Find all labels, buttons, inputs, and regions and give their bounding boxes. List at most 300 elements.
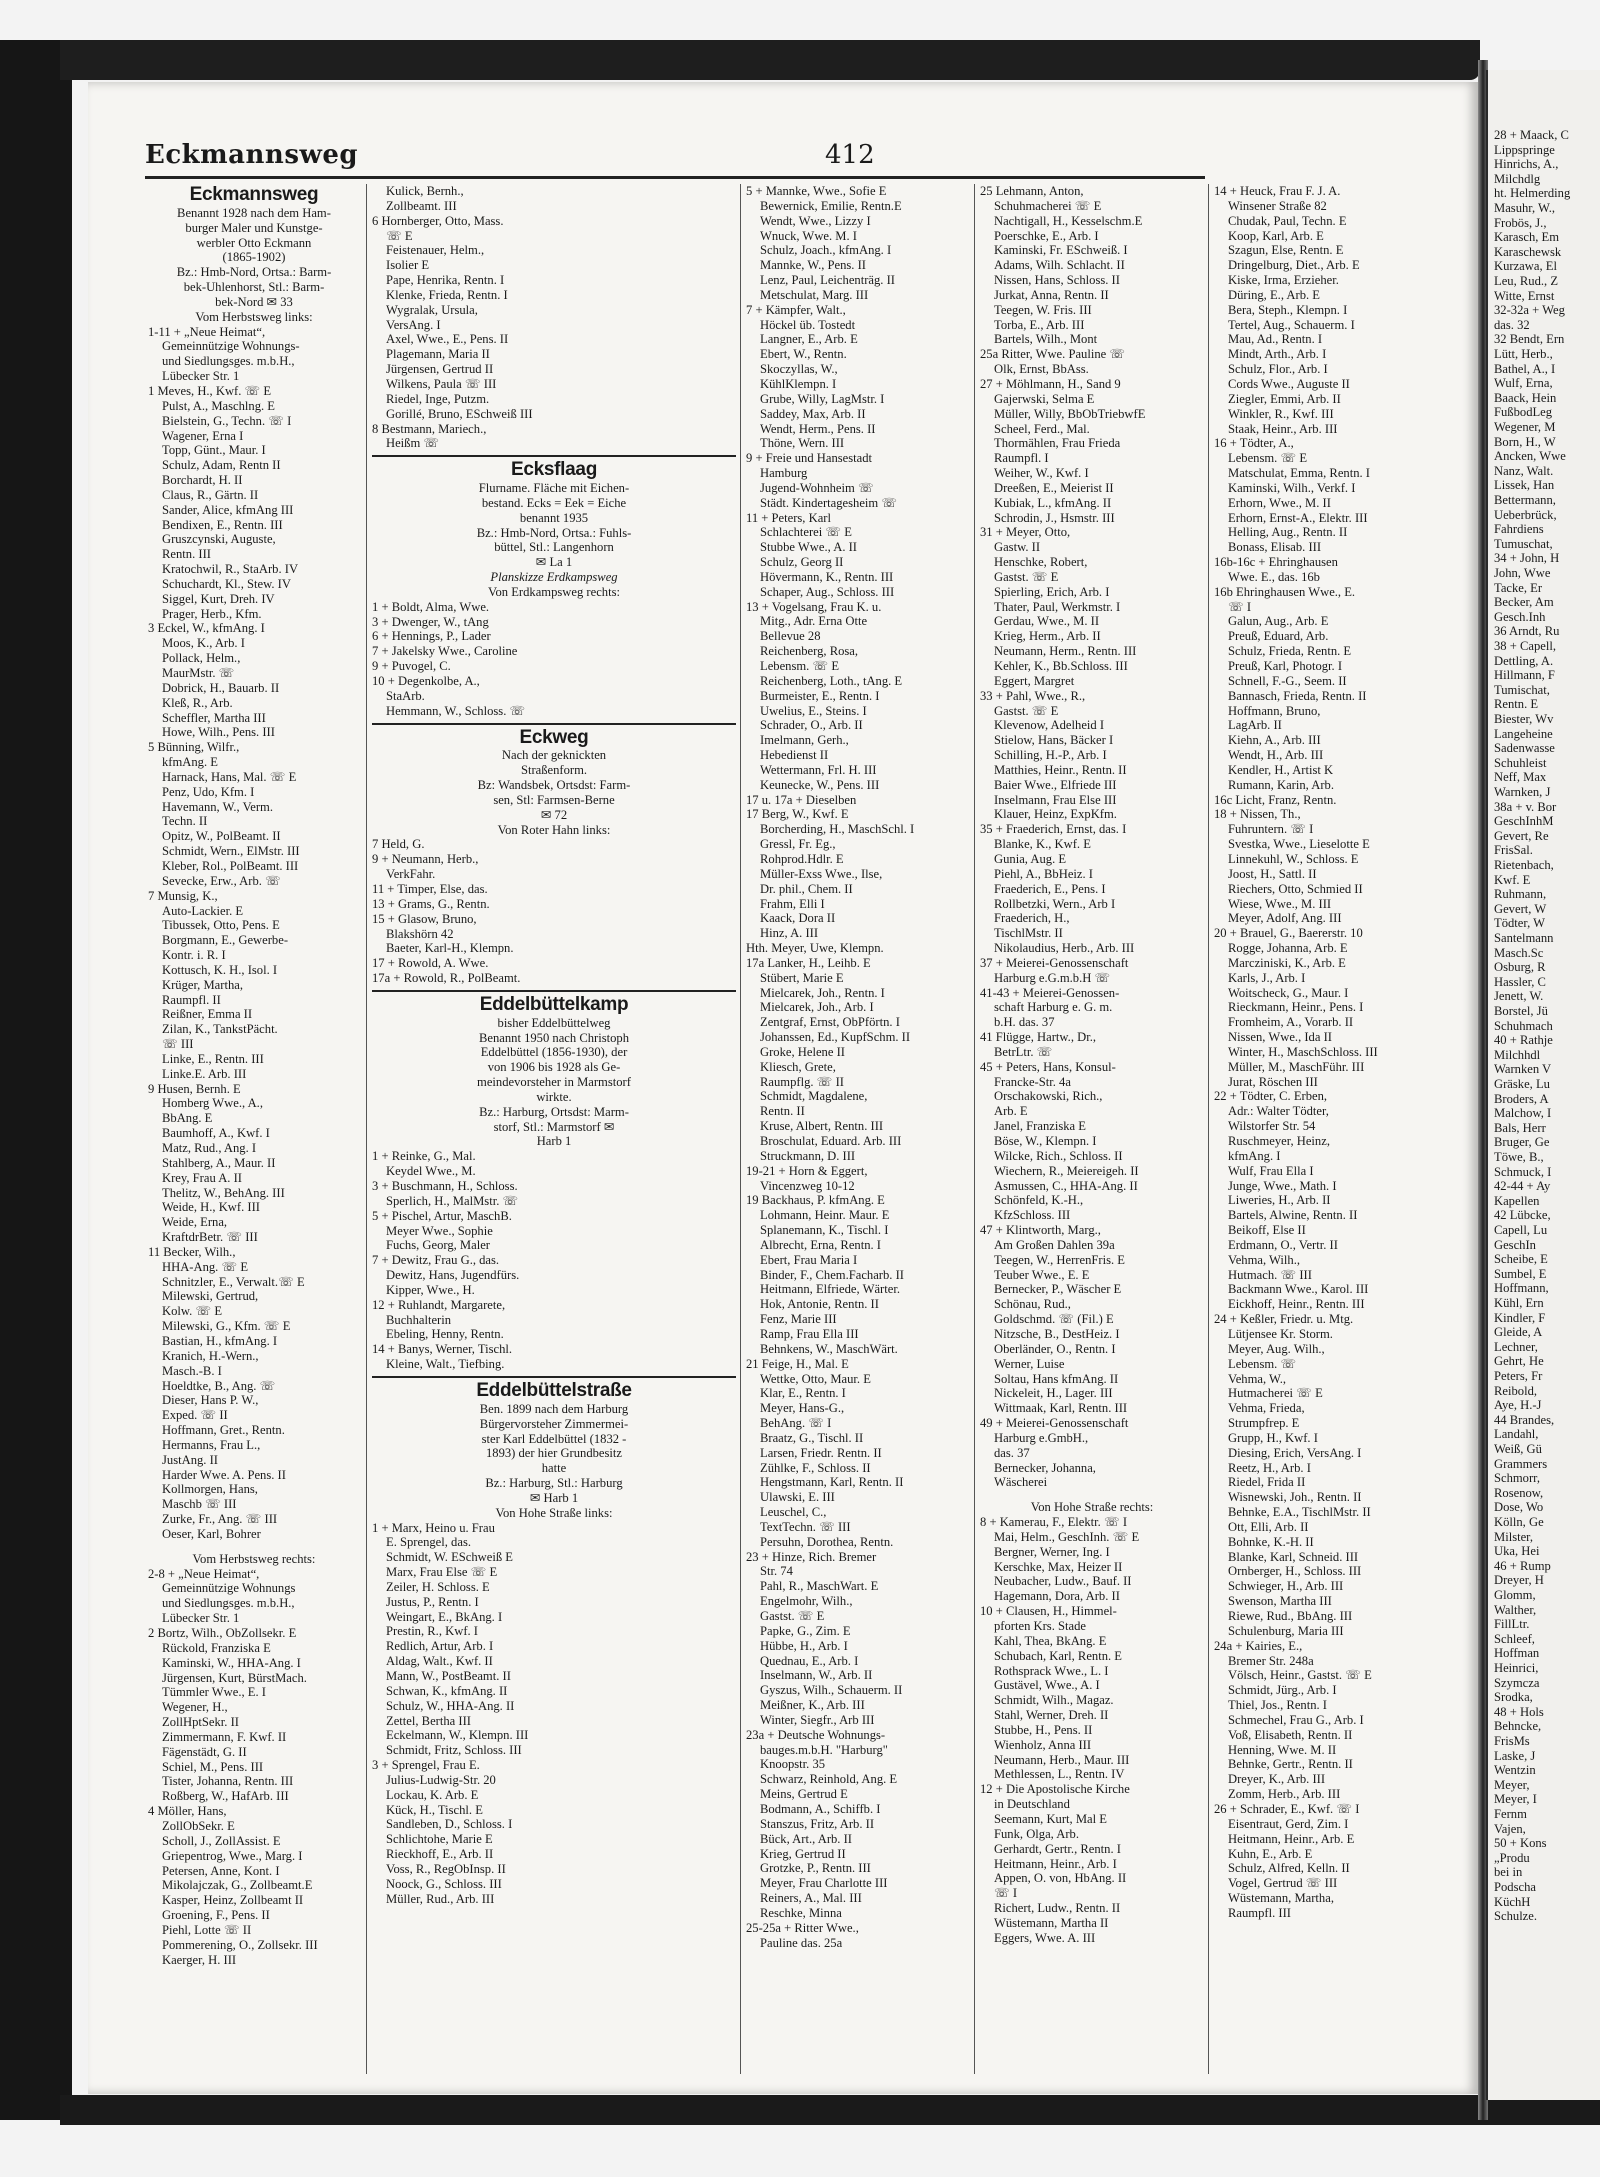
- resident-entry: Riewe, Rud., BbAng. III: [1228, 1609, 1353, 1623]
- resident-entry: Wygralak, Ursula,: [386, 302, 478, 317]
- street-note: ✉ Harb 1: [529, 1490, 579, 1505]
- resident-entry: Inselmann, W., Arb. II: [760, 1668, 873, 1683]
- resident-entry: Schrodin, J., Hsmstr. III: [994, 510, 1115, 525]
- street-note: ster Karl Eddelbüttel (1832 -: [481, 1431, 627, 1446]
- resident-entry: Kaerger, H. III: [162, 1952, 237, 1967]
- resident-entry: Sevecke, Erw., Arb. ☏: [162, 873, 281, 888]
- adjacent-page-line: Kapellen: [1494, 1193, 1540, 1208]
- resident-entry: Blanke, K., Kwf. E: [994, 837, 1091, 852]
- resident-entry: Stübert, Marie E: [760, 970, 844, 985]
- resident-entry: Frahm, Elli I: [760, 896, 825, 911]
- adjacent-page-line: Bals, Herr: [1494, 1120, 1546, 1135]
- house-entry: 25 Lehmann, Anton,: [980, 184, 1084, 198]
- resident-entry: Sperlich, H., MalMstr. ☏: [386, 1193, 519, 1208]
- resident-entry: TischlMstr. II: [994, 926, 1063, 941]
- adjacent-page-line: Warnken, J: [1494, 785, 1551, 799]
- resident-entry: Preuß, Eduard, Arb.: [1228, 629, 1329, 644]
- street-note: bek-Uhlenhorst, Stl.: Barm-: [183, 280, 325, 295]
- resident-entry: Adr.: Walter Tödter,: [1228, 1104, 1329, 1119]
- house-entry: 9 + Neumann, Herb.,: [372, 852, 479, 867]
- resident-entry: Gemeinnützige Wohnungs-: [162, 339, 300, 354]
- resident-entry: Kehler, K., Bb.Schloss. III: [994, 659, 1128, 673]
- resident-entry: Lohmann, Heinr. Maur. E: [760, 1208, 890, 1223]
- street-note: storf, Stl.: Marmstorf ✉: [493, 1119, 615, 1134]
- street-note: Bz.: Hmb-Nord, Ortsa.: Barm-: [176, 265, 332, 280]
- adjacent-page-line: „Produ: [1494, 1850, 1530, 1865]
- house-entry: 7 + Dewitz, Frau G., das.: [372, 1253, 500, 1268]
- adjacent-page-line: Grammers: [1494, 1456, 1548, 1471]
- resident-entry: Hövermann, K., Rentn. III: [760, 569, 894, 584]
- resident-entry: Wüstemann, Martha II: [994, 1915, 1109, 1930]
- resident-entry: Spierling, Erich, Arb. I: [994, 584, 1110, 599]
- resident-entry: Kahl, Thea, BkAng. E: [994, 1633, 1107, 1648]
- resident-entry: Thelitz, W., BehAng. III: [162, 1185, 285, 1200]
- resident-entry: Schulz, W., HHA-Ang. II: [386, 1698, 515, 1713]
- resident-entry: Krüger, Martha,: [162, 977, 243, 992]
- resident-entry: Scheffler, Martha III: [162, 710, 266, 725]
- resident-entry: Fägenstädt, G. II: [162, 1744, 247, 1759]
- adjacent-page-line: FrisSal.: [1494, 843, 1533, 858]
- resident-entry: Schmechel, Frau G., Arb. I: [1228, 1712, 1364, 1727]
- resident-entry: Linke, E., Rentn. III: [162, 1051, 264, 1066]
- resident-entry: Dringelburg, Diet., Arb. E: [1228, 258, 1360, 273]
- house-entry: 1 + Boldt, Alma, Wwe.: [372, 599, 490, 614]
- column-divider: [974, 184, 975, 2074]
- adjacent-page-line: Becker, Am: [1494, 595, 1554, 610]
- resident-entry: Backmann Wwe., Karol. III: [1228, 1282, 1369, 1297]
- resident-entry: Zilan, K., TankstPächt.: [162, 1022, 278, 1037]
- house-entry: 7 + Kämpfer, Walt.,: [746, 302, 846, 317]
- resident-entry: JustAng. II: [162, 1452, 218, 1467]
- resident-entry: Albrecht, Erna, Rentn. I: [760, 1237, 881, 1252]
- scanner-edge-left: [0, 40, 72, 2120]
- street-note: ✉ La 1: [535, 555, 573, 570]
- resident-entry: Hamburg: [760, 466, 808, 481]
- adjacent-page-line: Wegener, M: [1494, 420, 1556, 434]
- adjacent-page-line: Tacke, Er: [1494, 580, 1543, 595]
- resident-entry: Hutmach. ☏ III: [1228, 1267, 1312, 1282]
- street-note: Nach der geknickten: [501, 748, 607, 763]
- street-note: ✉ 72: [540, 807, 568, 822]
- resident-entry: Reißner, Emma II: [162, 1007, 253, 1022]
- resident-entry: Wäscherei: [994, 1475, 1048, 1490]
- resident-entry: Keydel Wwe., M.: [386, 1164, 476, 1179]
- resident-entry: Marcziniski, K., Arb. E: [1228, 955, 1346, 970]
- resident-entry: Bodmann, A., Schiffb. I: [760, 1801, 881, 1816]
- resident-entry: Milewski, G., Kfm. ☏ E: [162, 1319, 291, 1334]
- resident-entry: Groke, Helene II: [760, 1044, 845, 1059]
- resident-entry: Vehma, W.,: [1228, 1371, 1287, 1386]
- adjacent-page-line: Schmorr,: [1494, 1471, 1541, 1486]
- resident-entry: Tibussek, Otto, Pens. E: [162, 918, 280, 933]
- resident-entry: KraftdrBetr. ☏ III: [162, 1230, 258, 1245]
- adjacent-page-line: Kühl, Ern: [1494, 1296, 1544, 1310]
- resident-entry: Krieg, Gertrud II: [760, 1846, 846, 1861]
- resident-entry: Höckel üb. Tostedt: [760, 317, 856, 332]
- street-note: benannt 1935: [519, 510, 589, 525]
- resident-entry: Zeiler, H. Schloss. E: [386, 1579, 490, 1594]
- directory-column-4: [980, 184, 1204, 1946]
- resident-entry: Kaminski, W., HHA-Ang. I: [162, 1655, 301, 1670]
- resident-entry: Nachtigall, H., Kesselschm.E: [994, 213, 1143, 228]
- adjacent-page-line: Hoffman: [1494, 1646, 1540, 1661]
- adjacent-page-line: Reibold,: [1494, 1383, 1538, 1398]
- resident-entry: Bohnke, K.-H. II: [1228, 1534, 1314, 1549]
- resident-entry: Bonass, Elisab. III: [1228, 540, 1322, 555]
- spacer: [148, 1542, 360, 1552]
- resident-entry: Tister, Johanna, Rentn. III: [162, 1774, 294, 1789]
- resident-entry: Lütjensee Kr. Storm.: [1228, 1326, 1333, 1341]
- resident-entry: Kasper, Heinz, Zollbeamt II: [162, 1893, 304, 1908]
- resident-entry: Orschakowski, Rich.,: [994, 1089, 1103, 1104]
- adjacent-page-line: Ruhmann,: [1494, 887, 1547, 902]
- adjacent-page-line: FrisMs: [1494, 1734, 1530, 1748]
- street-note: Vom Herbstsweg links:: [195, 309, 313, 324]
- resident-entry: Groening, F., Pens. II: [162, 1908, 270, 1923]
- street-note: Harb 1: [536, 1134, 572, 1149]
- adjacent-page-line: 46 + Rump: [1494, 1558, 1551, 1573]
- resident-entry: Ramp, Frau Ella III: [760, 1326, 859, 1341]
- resident-entry: Kubiak, L., kfmAng. II: [994, 495, 1112, 510]
- adjacent-page-line: Walther,: [1494, 1602, 1537, 1617]
- adjacent-page-line: Masuhr, W.,: [1494, 201, 1556, 215]
- resident-entry: Buchhalterin: [386, 1312, 452, 1327]
- resident-entry: VersAng. I: [386, 317, 441, 332]
- adjacent-page-line: Scheibe, E: [1494, 1252, 1548, 1267]
- resident-entry: Gastst. ☏ E: [994, 569, 1059, 584]
- adjacent-page-line: Fahrdiens: [1494, 522, 1544, 537]
- adjacent-page-line: 44 Brandes,: [1494, 1412, 1555, 1427]
- house-entry: 5 + Mannke, Wwe., Sofie E: [746, 184, 887, 198]
- directory-column-1: [148, 184, 360, 1967]
- spacer: [980, 1490, 1204, 1500]
- resident-entry: das. 37: [994, 1445, 1030, 1460]
- resident-entry: Wittmaak, Karl, Rentn. III: [994, 1401, 1128, 1416]
- resident-entry: StaArb.: [386, 688, 425, 703]
- adjacent-page-line: GeschIn: [1494, 1237, 1536, 1252]
- street-heading: Ecksflaag: [372, 455, 736, 478]
- adjacent-page-line: Töwe, B.,: [1494, 1150, 1544, 1164]
- house-entry: 45 + Peters, Hans, Konsul-: [980, 1059, 1116, 1074]
- adjacent-page-line: 32-32a + Weg: [1494, 303, 1565, 318]
- resident-entry: Klauer, Heinz, ExpKfm.: [994, 807, 1117, 822]
- resident-entry: Kleine, Walt., Tiefbing.: [386, 1357, 505, 1372]
- resident-entry: Zollbeamt. III: [386, 198, 457, 213]
- resident-entry: Hagemann, Dora, Arb. II: [994, 1589, 1120, 1604]
- resident-entry: Raumpfl. I: [994, 451, 1049, 466]
- adjacent-page-line: John, Wwe: [1494, 566, 1551, 580]
- street-note: burger Maler und Kunstge-: [185, 220, 323, 235]
- resident-entry: Wendt, H., Arb. III: [1228, 748, 1324, 763]
- resident-entry: Wiechern, R., Meiereigeh. II: [994, 1163, 1139, 1178]
- resident-entry: Borcherding, H., MaschSchl. I: [760, 822, 915, 837]
- house-entry: 22 + Tödter, C. Erben,: [1214, 1089, 1328, 1104]
- resident-entry: Lenz, Paul, Leichenträg. II: [760, 273, 895, 288]
- resident-entry: Lübecker Str. 1: [162, 369, 240, 384]
- resident-entry: Kaminski, Fr. ESchweiß. I: [994, 243, 1128, 258]
- resident-entry: Eggers, Wwe. A. III: [994, 1930, 1096, 1945]
- resident-entry: Böse, W., Klempn. I: [994, 1134, 1097, 1148]
- resident-entry: Karls, J., Arb. I: [1228, 970, 1306, 985]
- street-heading: Eckweg: [372, 723, 736, 746]
- resident-entry: Schwarz, Reinhold, Ang. E: [760, 1772, 898, 1787]
- resident-entry: Bergner, Werner, Ing. I: [994, 1544, 1110, 1559]
- resident-entry: Schulz, Flor., Arb. I: [1228, 362, 1328, 377]
- resident-entry: Rumann, Karin, Arb.: [1228, 777, 1334, 792]
- resident-entry: Werner, Luise: [994, 1356, 1065, 1371]
- adjacent-page-line: Schmuck, I: [1494, 1164, 1552, 1179]
- resident-entry: Winsener Straße 82: [1228, 198, 1327, 213]
- resident-entry: Staak, Heinr., Arb. III: [1228, 421, 1338, 436]
- resident-entry: Schilling, H.-P., Arb. I: [994, 748, 1107, 763]
- resident-entry: Nissen, Hans, Schloss. II: [994, 273, 1120, 288]
- resident-entry: Gerhardt, Gertr., Rentn. I: [994, 1841, 1121, 1856]
- resident-entry: Schnell, F.-G., Seem. II: [1228, 673, 1347, 688]
- street-note: werbler Otto Eckmann: [196, 235, 312, 250]
- adjacent-page-line: Jenett, W.: [1494, 989, 1544, 1004]
- resident-entry: Pollack, Helm.,: [162, 651, 241, 666]
- resident-entry: Stahl, Werner, Dreh. II: [994, 1708, 1109, 1723]
- resident-entry: schaft Harburg e. G. m.: [994, 1000, 1113, 1015]
- resident-entry: Skoczyllas, W.,: [760, 362, 838, 377]
- street-note: Ben. 1899 nach dem Harburg: [479, 1401, 629, 1416]
- resident-entry: Kulick, Bernh.,: [386, 184, 464, 198]
- resident-entry: Kollmorgen, Hans,: [162, 1482, 258, 1497]
- resident-entry: Gressl, Fr. Eg.,: [760, 837, 836, 852]
- resident-entry: Oberländer, O., Rentn. I: [994, 1341, 1116, 1356]
- street-note: Benannt 1928 nach dem Ham-: [177, 205, 331, 220]
- resident-entry: Gorillé, Bruno, ESchweiß III: [386, 406, 533, 421]
- resident-entry: Kaminski, Wilh., Verkf. I: [1228, 480, 1356, 495]
- adjacent-page-line: Dose, Wo: [1494, 1500, 1544, 1515]
- resident-entry: Cords Wwe., Auguste II: [1228, 376, 1350, 391]
- resident-entry: Aldag, Walt., Kwf. II: [386, 1654, 493, 1669]
- street-note: bisher Eddelbüttelweg: [497, 1015, 611, 1030]
- adjacent-page-line: Milchhdl: [1494, 1047, 1541, 1062]
- resident-entry: Stanszus, Fritz, Arb. II: [760, 1816, 875, 1831]
- resident-entry: Binder, F., Chem.Facharb. II: [760, 1267, 904, 1282]
- column-divider: [1208, 184, 1209, 2074]
- resident-entry: Raumpfl. II: [162, 992, 221, 1007]
- adjacent-page-line: Uka, Hei: [1494, 1544, 1540, 1559]
- adjacent-page-line: Landahl,: [1494, 1427, 1539, 1442]
- resident-entry: Zimmermann, F. Kwf. II: [162, 1729, 287, 1744]
- resident-entry: Behnkens, W., MaschWärt.: [760, 1341, 898, 1356]
- house-entry: 11 + Timper, Else, das.: [372, 881, 488, 896]
- resident-entry: Zettel, Bertha III: [386, 1713, 471, 1728]
- adjacent-page-line: Gräske, Lu: [1494, 1077, 1550, 1091]
- resident-entry: Pape, Henrika, Rentn. I: [386, 273, 505, 288]
- adjacent-page-line: Schulze.: [1494, 1909, 1538, 1924]
- resident-entry: Rückold, Franziska E: [162, 1640, 271, 1655]
- resident-entry: Schmidt, Magdalene,: [760, 1089, 868, 1104]
- adjacent-page-line: Hinrichs, A.,: [1494, 157, 1559, 172]
- resident-entry: Kratochwil, R., StaArb. IV: [162, 562, 299, 577]
- header-rule: [145, 176, 1205, 179]
- street-note: bek-Nord ✉ 33: [215, 294, 293, 309]
- resident-entry: Homberg Wwe., A.,: [162, 1096, 263, 1111]
- house-entry: 41-43 + Meierei-Genossen-: [980, 985, 1120, 1000]
- resident-entry: Sandleben, D., Schloss. I: [386, 1817, 513, 1832]
- house-entry: 27 + Möhlmann, H., Sand 9: [980, 376, 1121, 391]
- resident-entry: BbAng. E: [162, 1111, 213, 1126]
- resident-entry: Mielcarek, Joh., Arb. I: [760, 1000, 874, 1015]
- resident-entry: Wilstorfer Str. 54: [1228, 1119, 1316, 1134]
- resident-entry: Mau, Ad., Rentn. I: [1228, 332, 1323, 347]
- resident-entry: Auto-Lackier. E: [162, 903, 244, 918]
- resident-entry: Oeser, Karl, Bohrer: [162, 1526, 261, 1541]
- resident-entry: Blanke, Karl, Schneid. III: [1228, 1549, 1359, 1564]
- street-note: von 1906 bis 1928 als Ge-: [487, 1060, 621, 1075]
- resident-entry: Schmidt, W. ESchweiß E: [386, 1550, 513, 1565]
- resident-entry: Piehl, A., BbHeiz. I: [994, 866, 1093, 881]
- resident-entry: Kuhn, E., Arb. E: [1228, 1846, 1313, 1861]
- resident-entry: Pommerening, O., Zollsekr. III: [162, 1937, 318, 1952]
- resident-entry: Teuber Wwe., E. E: [994, 1267, 1090, 1282]
- resident-entry: Persuhn, Dorothea, Rentn.: [760, 1534, 894, 1549]
- resident-entry: Vogel, Gertrud ☏ III: [1228, 1876, 1338, 1891]
- resident-entry: Bernecker, P., Wäscher E: [994, 1282, 1122, 1297]
- resident-entry: Stubbe, H., Pens. II: [994, 1722, 1093, 1737]
- street-note: Flurname. Fläche mit Eichen-: [478, 481, 630, 496]
- resident-entry: Reichenberg, Loth., tAng. E: [760, 673, 903, 688]
- resident-entry: Wegener, H.,: [162, 1700, 228, 1715]
- resident-entry: Opitz, W., PolBeamt. II: [162, 829, 281, 844]
- house-entry: 24a + Kairies, E.,: [1214, 1638, 1303, 1653]
- resident-entry: Kaack, Dora II: [760, 911, 836, 926]
- house-entry: 17 u. 17a + Dieselben: [746, 792, 857, 807]
- resident-entry: Raumpfl. III: [1228, 1905, 1291, 1920]
- column-divider: [740, 184, 741, 2074]
- street-note: Von Erdkampsweg rechts:: [488, 584, 620, 599]
- adjacent-page-line: GeschInhM: [1494, 814, 1554, 829]
- resident-entry: Thöne, Wern. III: [760, 436, 845, 451]
- resident-entry: ☏ I: [994, 1886, 1018, 1901]
- resident-entry: Isolier E: [386, 258, 430, 273]
- street-note: wirkte.: [536, 1089, 572, 1104]
- house-entry: 3 Eckel, W., kfmAng. I: [148, 621, 265, 636]
- resident-entry: Ebert, Frau Maria I: [760, 1252, 858, 1267]
- house-entry: 6 + Hennings, P., Lader: [372, 629, 491, 644]
- resident-entry: Klar, E., Rentn. I: [760, 1386, 846, 1401]
- resident-entry: Schulz, Georg II: [760, 555, 844, 570]
- house-entry: 9 Husen, Bernh. E: [148, 1081, 241, 1096]
- resident-entry: Noock, G., Schloss. III: [386, 1876, 502, 1891]
- house-entry: 25-25a + Ritter Wwe.,: [746, 1920, 859, 1935]
- adjacent-page-line: Ueberbrück,: [1494, 507, 1557, 522]
- house-entry: 18 + Nissen, Th.,: [1214, 807, 1301, 822]
- house-entry: 20 + Brauel, G., Baererstr. 10: [1214, 926, 1363, 941]
- resident-entry: Schmidt, Wilh., Magaz.: [994, 1693, 1114, 1708]
- resident-entry: Bartels, Alwine, Rentn. II: [1228, 1208, 1358, 1223]
- street-note: Von Roter Hahn links:: [497, 822, 611, 837]
- house-entry: 19 Backhaus, P. kfmAng. E: [746, 1193, 885, 1208]
- house-entry: 21 Feige, H., Mal. E: [746, 1356, 849, 1371]
- street-note: Vom Herbstsweg rechts:: [192, 1551, 316, 1566]
- street-note: Bz.: Harburg, Ortsdst: Marm-: [479, 1104, 629, 1119]
- resident-entry: Bremer Str. 248a: [1228, 1653, 1314, 1668]
- resident-entry: Riedel, Inge, Putzm.: [386, 391, 490, 406]
- resident-entry: Metschulat, Marg. III: [760, 287, 869, 302]
- adjacent-page-line: bei in: [1494, 1865, 1523, 1880]
- resident-entry: Imelmann, Gerh.,: [760, 733, 849, 748]
- resident-entry: Völsch, Heinr., Gastst. ☏ E: [1228, 1668, 1372, 1683]
- resident-entry: Leuschel, C.,: [760, 1505, 827, 1520]
- house-entry: 12 + Ruhlandt, Margarete,: [372, 1297, 506, 1312]
- resident-entry: Mikolajczak, G., Zollbeamt.E: [162, 1878, 313, 1893]
- resident-entry: Kiehn, A., Arb. III: [1228, 733, 1321, 748]
- adjacent-page-line: Aye, H.-J: [1494, 1398, 1542, 1413]
- resident-entry: Kliesch, Grete,: [760, 1059, 836, 1074]
- house-entry: 9 + Puvogel, C.: [372, 659, 451, 674]
- resident-entry: Mann, W., PostBeamt. II: [386, 1669, 511, 1683]
- adjacent-page-line: Capell, Lu: [1494, 1223, 1548, 1237]
- adjacent-page-line: Kölln, Ge: [1494, 1515, 1544, 1529]
- resident-entry: Schubach, Karl, Rentn. E: [994, 1648, 1123, 1663]
- adjacent-page-line: 32 Bendt, Ern: [1494, 332, 1565, 347]
- resident-entry: Weiher, W., Kwf. I: [994, 466, 1089, 481]
- adjacent-page-line: Laske, J: [1494, 1748, 1536, 1763]
- adjacent-page-line: Kwf. E: [1494, 872, 1531, 887]
- house-entry: 11 + Peters, Karl: [746, 510, 831, 525]
- resident-entry: Thater, Paul, Werkmstr. I: [994, 599, 1121, 614]
- adjacent-page-line: Kurzawa, El: [1494, 259, 1557, 274]
- adjacent-page-line: Broders, A: [1494, 1091, 1549, 1106]
- resident-entry: KfzSchloss. III: [994, 1208, 1071, 1223]
- resident-entry: Asmussen, C., HHA-Ang. II: [994, 1178, 1138, 1193]
- adjacent-page-line: Fernm: [1494, 1807, 1527, 1821]
- resident-entry: Wendt, Wwe., Lizzy I: [760, 213, 871, 228]
- resident-entry: Penz, Udo, Kfm. I: [162, 784, 255, 799]
- resident-entry: Heitmann, Heinr., Arb. E: [1228, 1831, 1355, 1846]
- resident-entry: Kruse, Albert, Rentn. III: [760, 1119, 884, 1134]
- house-entry: 7 + Jakelsky Wwe., Caroline: [372, 644, 518, 659]
- resident-entry: Kleber, Rol., PolBeamt. III: [162, 858, 299, 873]
- street-heading: Eddelbüttelstraße: [372, 1376, 736, 1399]
- resident-entry: Pauline das. 25a: [760, 1935, 843, 1950]
- adjacent-page-line: Hoffmann,: [1494, 1281, 1549, 1296]
- resident-entry: Quednau, E., Arb. I: [760, 1653, 859, 1668]
- resident-entry: Teegen, W., HerrenFris. E: [994, 1252, 1125, 1267]
- adjacent-page-line: FußbodLeg: [1494, 405, 1553, 420]
- resident-entry: Olk, Ernst, BbAss.: [994, 362, 1089, 377]
- adjacent-page-line: 38a + v. Bor: [1494, 799, 1557, 814]
- resident-entry: Szagun, Else, Rentn. E: [1228, 243, 1344, 258]
- resident-entry: Wendt, Herm., Pens. II: [760, 421, 876, 436]
- resident-entry: Blakshörn 42: [386, 926, 454, 941]
- resident-entry: Klevenow, Adelheid I: [994, 718, 1105, 733]
- resident-entry: Broschulat, Eduard. Arb. III: [760, 1134, 902, 1148]
- resident-entry: Krieg, Herm., Arb. II: [994, 629, 1101, 644]
- resident-entry: Fuhruntern. ☏ I: [1228, 822, 1314, 837]
- resident-entry: Matschulat, Emma, Rentn. I: [1228, 466, 1370, 481]
- adjacent-page-line: Leu, Rud., Z: [1494, 274, 1559, 288]
- resident-entry: Gunia, Aug. E: [994, 851, 1067, 866]
- adjacent-page-line: Heinrici,: [1494, 1661, 1539, 1675]
- resident-entry: Hemmann, W., Schloss. ☏: [386, 703, 526, 718]
- resident-entry: Mindt, Arth., Arb. I: [1228, 347, 1327, 362]
- house-entry: 24 + Keßler, Friedr. u. Mtg.: [1214, 1312, 1354, 1327]
- resident-entry: Zentgraf, Ernst, ObPförtn. I: [760, 1015, 900, 1030]
- resident-entry: LagArb. II: [1228, 718, 1282, 733]
- resident-entry: Ebeling, Henny, Rentn.: [386, 1327, 504, 1342]
- resident-entry: Lübecker Str. 1: [162, 1611, 240, 1626]
- adjacent-page-line: Schuhleist: [1494, 755, 1547, 770]
- resident-entry: Zomm, Herb., Arb. III: [1228, 1787, 1341, 1802]
- resident-entry: Pahl, R., MaschWart. E: [760, 1579, 879, 1594]
- resident-entry: und Siedlungsges. m.b.H.,: [162, 354, 295, 369]
- resident-entry: Meyer, Aug. Wilh.,: [1228, 1341, 1325, 1356]
